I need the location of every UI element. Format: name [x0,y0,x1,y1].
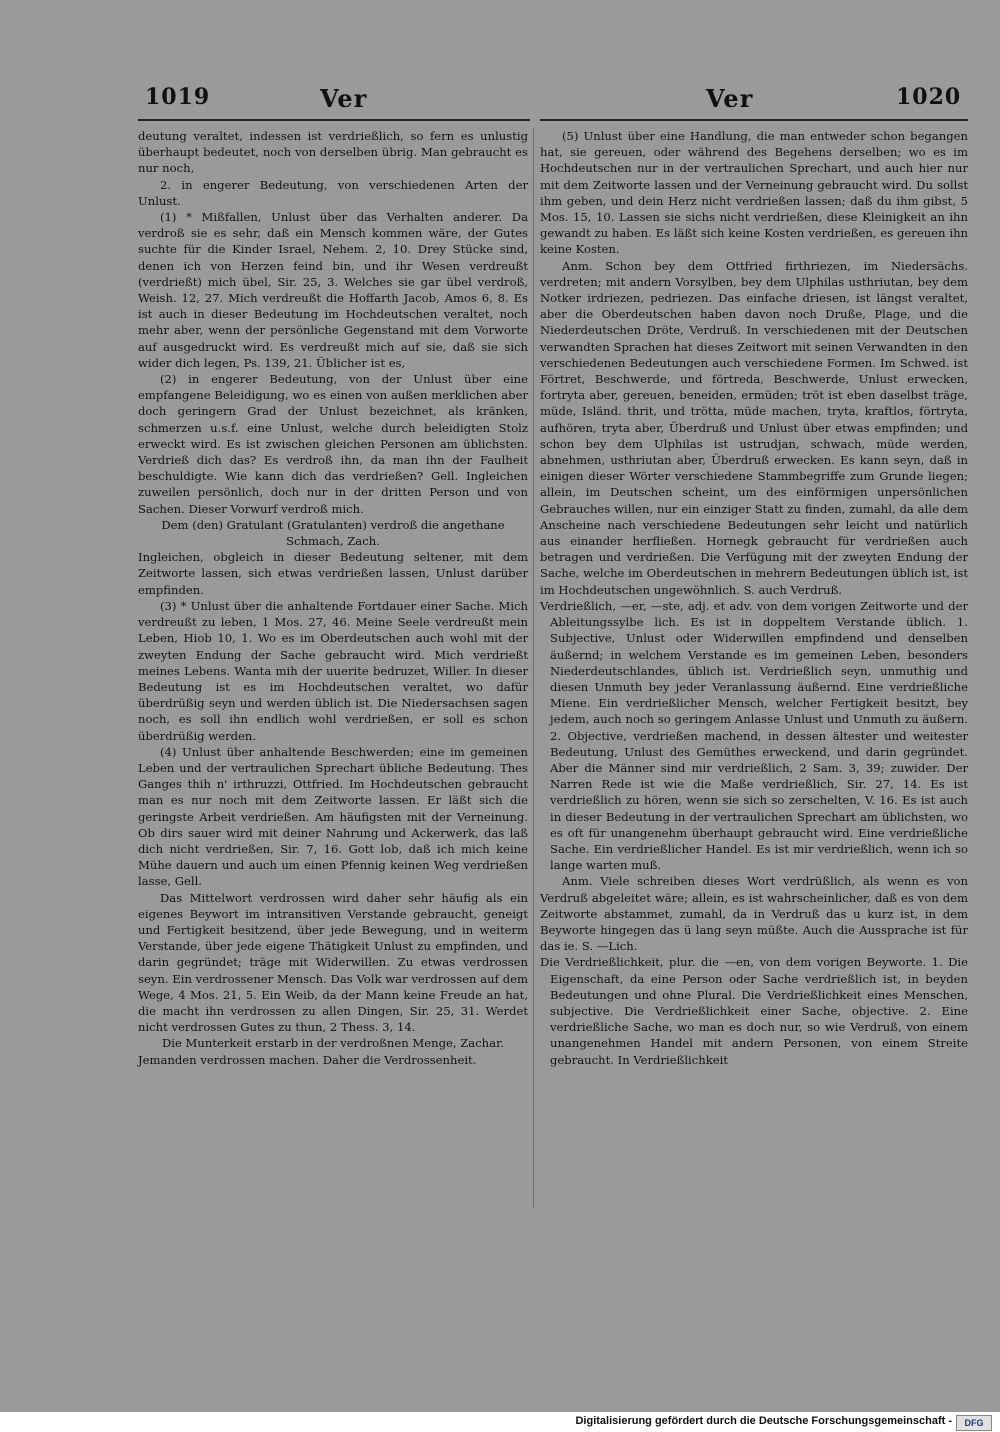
dfg-logo: DFG [956,1415,992,1431]
right-page-number: 1020 [896,84,962,110]
paragraph: Anm. Viele schreiben dieses Wort verdrüßlich, als wenn es von Verdruß abgeleitet wäre; allein, es ist wahrscheinlicher, daß es von dem Zeitworte abstammet, zumahl, da in Verdruß das u kurz ist, in dem Beyworte hingegen das ü lang seyn müßte. Auch die Aussprache ist für das ie. S. —Lich. [540,874,968,954]
paragraph: deutung veraltet, indessen ist verdrießlich, so fern es unlustig überhaupt bedeutet, noch von derselben übrig. Man gebraucht es nur noch, [138,129,528,176]
paragraph: (3) * Unlust über die anhaltende Fortdauer einer Sache. Mich verdreußt zu leben, 1 Mos. 27, 46. Meine Seele verdreußt mein Leben, Hiob 10, 1. Wo es im Oberdeutschen auch wohl mit der zweyten Endung der Sache gebraucht wird. Mich verdrießt meines Lebens. Wanta mih der uuerite bedruzet, Willer. In dieser Bedeutung ist es im Hochdeutschen veraltet, wo dafür überdrüßig seyn und werden üblich ist. Die Niedersachsen sagen noch, es soll ihn endlich wohl verdrießen, er soll es schon überdrüßig werden. [138,598,528,743]
paragraph: (5) Unlust über eine Handlung, die man entweder schon begangen hat, sie gereuen, oder während des Begehens derselben; wo es im Hochdeutschen nur in der vertraulichen Sprechart, und auch hier nur mit dem Zeitworte lassen und der Verneinung gebraucht wird. Du sollst ihm geben, und dein Herz nicht verdrießen lassen; daß du ihm gibst, 5 Mos. 15, 10. Lassen sie sichs nicht verdrießen, diese Kleinigkeit an ihn gewandt zu haben. Es läßt sich keine Kosten verdrießen, es gereuen ihn keine Kosten. [540,129,968,257]
paragraph: (4) Unlust über anhaltende Beschwerden; eine im gemeinen Leben und der vertraulichen Sprechart übliche Bedeutung. Thes Ganges thih n' irthruzzi, Ottfried. Im Hochdeutschen gebraucht man es nur noch mit dem Zeitworte lassen. Er läßt sich die geringste Arbeit verdrießen. Am häufigsten mit der Verneinung. Ob dirs sauer wird mit deiner Nahrung und Ackerwerk, das laß dich nicht verdrießen, Sir. 7, 16. Gott lob, daß ich mich keine Mühe dauern und auch um einen Pfennig keinen Weg verdrießen lasse, Gell. [138,744,528,889]
left-column [138,128,528,1068]
paragraph: Anm. Schon bey dem Ottfried firthriezen, im Niedersächs. verdreten; mit andern Vorsylben, bey dem Ulphilas usthriutan, bey dem Notker irdriezen, pedriezen. Das einfache driesen, ist längst veraltet, aber die Oberdeutschen haben davon noch Druße, Plage, und die Niederdeutschen Dröte, Verdruß. In verschiedenen mit der Deutschen verwandten Sprachen hat dieses Zeitwort mit seinen Verwandten in den verschiedenen Bedeutungen auch verschiedene Formen. Im Schwed. ist Förtret, Beschwerde, und förtreda, Beschwerde, Unlust erwecken, fortryta aber, gereuen, beneiden, ermüden; tröt ist eben daselbst träge, müde, Isländ. thrit, und trötta, müde machen, tryta, kraftlos, förtryta, aufhören, tryta aber, Überdruß und Unlust über etwas empfinden; und schon bey dem Ulphilas ist ustrudjan, schwach, müde werden, abnehmen, usthriutan aber, Überdruß erwecken. Es kann seyn, daß in einigen dieser Wörter verschiedene Stammbegriffe zum Grunde liegen; allein, im Deutschen scheint, um des einförmigen unpersönlichen Gebrauches willen, nur ein einziger Statt zu finden, zumahl, da alle dem Anscheine nach verschiedene Bedeutungen sehr leicht und natürlich aus einander herfließen. Hornegk gebraucht für verdrießen auch betragen und verdrießen. Die Verfügung mit der zweyten Endung der Sache, welche im Oberdeutschen in mehrern Bedeutungen üblich ist, ist im Hochdeutschen ungewöhnlich. S. auch Verdruß. [540,258,968,597]
paragraph: (1) * Mißfallen, Unlust über das Verhalten anderer. Da verdroß sie es sehr, daß ein Mensch kommen wäre, der Gutes suchte für die Kinder Israel, Nehem. 2, 10. Drey Stücke sind, denen ich von Herzen feind bin, und ihr Wesen verdreußt (verdrießt) mich übel, Sir. 25, 3. Welches sie gar übel verdroß, Weish. 12, 27. Mich verdreußt die Hoffarth Jacob, Amos 6, 8. Es ist auch in dieser Bedeutung im Hochdeutschen veraltet, noch mehr aber, wenn der persönliche Gegenstand mit dem Vorworte auf ausgedruckt wird. Es verdreußt mich auf sie, daß sie sich wider dich legen, Ps. 139, 21. Üblicher ist es, [138,210,528,370]
paragraph: Die Verdrießlichkeit, plur. die —en, von dem vorigen Beyworte. 1. Die Eigenschaft, da eine Person oder Sache verdrießlich ist, in beyden Bedeutungen und ohne Plural. Die Verdrießlichkeit eines Menschen, subjective. Die Verdrießlichkeit einer Sache, objective. 2. Eine verdrießliche Sache, wo man es doch nur, so wie Verdruß, von einem unangenehmen Handel mit andern Personen, von einem Streite gebraucht. In Verdrießlichkeit [540,955,968,1067]
paragraph: 2. in engerer Bedeutung, von verschiedenen Arten der Unlust. [138,177,528,208]
left-running-head: Ver [320,84,368,113]
footer-credit: Digitalisierung gefördert durch die Deutsche Forschungsgemeinschaft - [575,1415,952,1427]
paragraph: Die Munterkeit erstarb in der verdroßnen Menge, Zachar. [161,1036,505,1051]
paragraph: (2) in engerer Bedeutung, von der Unlust über eine empfangene Beleidigung, wo es einen von außen merklichen aber doch geringern Grad der Unlust bezeichnet, als kränken, schmerzen u.s.f. eine Unlust, welche durch beleidigten Stolz erweckt wird. Es ist zwischen gleichen Personen am üblichsten. Verdrieß dich das? Es verdroß ihn, da man ihn der Faulheit beschuldigte. Wie kann dich das verdrießen? Gell. Ingleichen zuweilen persönlich, doch nur in der dritten Person und von Sachen. Dieser Vorwurf verdroß mich. [138,372,528,516]
footer-bar [0,1412,1000,1432]
paragraph: Ingleichen, obgleich in dieser Bedeutung seltener, mit dem Zeitworte lassen, sich etwas verdrießen lassen, Unlust darüber empfinden. [138,550,528,597]
paragraph: Jemanden verdrossen machen. Daher die Verdrossenheit. [138,1052,477,1067]
right-header-rule [540,119,968,121]
paragraph: Das Mittelwort verdrossen wird daher sehr häufig als ein eigenes Beywort im intransitiven Verstande gebraucht, geneigt und Fertigkeit besitzend, über jede Bewegung, und in weiterm Verstande, über jede eigene Thätigkeit Unlust zu empfinden, und darin gegründet; träge mit Widerwillen. Zu etwas verdrossen seyn. Ein verdrossener Mensch. Das Volk war verdrossen auf dem Wege, 4 Mos. 21, 5. Ein Weib, da der Mann keine Freude an hat, die macht ihn verdrossen zu allen Dingen, Sir. 25, 31. Werdet nicht verdrossen Gutes zu thun, 2 Thess. 3, 14. [138,890,528,1035]
right-column [540,128,968,1068]
paragraph: Verdrießlich, —er, —ste, adj. et adv. von dem vorigen Zeitworte und der Ableitungssylbe lich. Es ist in doppeltem Verstande üblich. 1. Subjective, Unlust oder Widerwillen empfindend und denselben äußernd; in welchem Verstande es im gemeinen Leben, besonders Niederdeutschlandes, üblich ist. Verdrießlich seyn, unmuthig und diesen Unmuth bey jeder Veranlassung äußernd. Eine verdrießliche Miene. Ein verdrießlicher Mensch, welcher Fertigkeit besitzt, bey jedem, auch noch so geringem Anlasse Unlust und Unmuth zu äußern. 2. Objective, verdrießen machend, in dessen ältester und weitester Bedeutung, Unlust des Gemüthes erweckend, und darin gegründet. Aber die Männer sind mir verdrießlich, 2 Sam. 3, 39; zuwider. Der Narren Rede ist wie die Maße verdrießlich, Sir. 27, 14. Es ist verdrießlich zu hören, wenn sie sich so zerschelten, V. 16. Es ist auch in dieser Bedeutung in der vertraulichen Sprechart am üblichsten, wo es oft für unangenehm überhaupt gebraucht wird. Eine verdrießliche Sache. Ein verdrießlicher Handel. Es ist mir verdrießlich, wenn ich so lange warten muß. [540,598,968,873]
right-running-head: Ver [706,84,754,113]
column-divider [533,128,534,1208]
paragraph: Dem (den) Gratulant (Gratulanten) verdroß die angethane Schmach, Zach. [161,517,505,549]
left-page-number: 1019 [145,84,211,110]
left-header-rule [138,119,530,121]
